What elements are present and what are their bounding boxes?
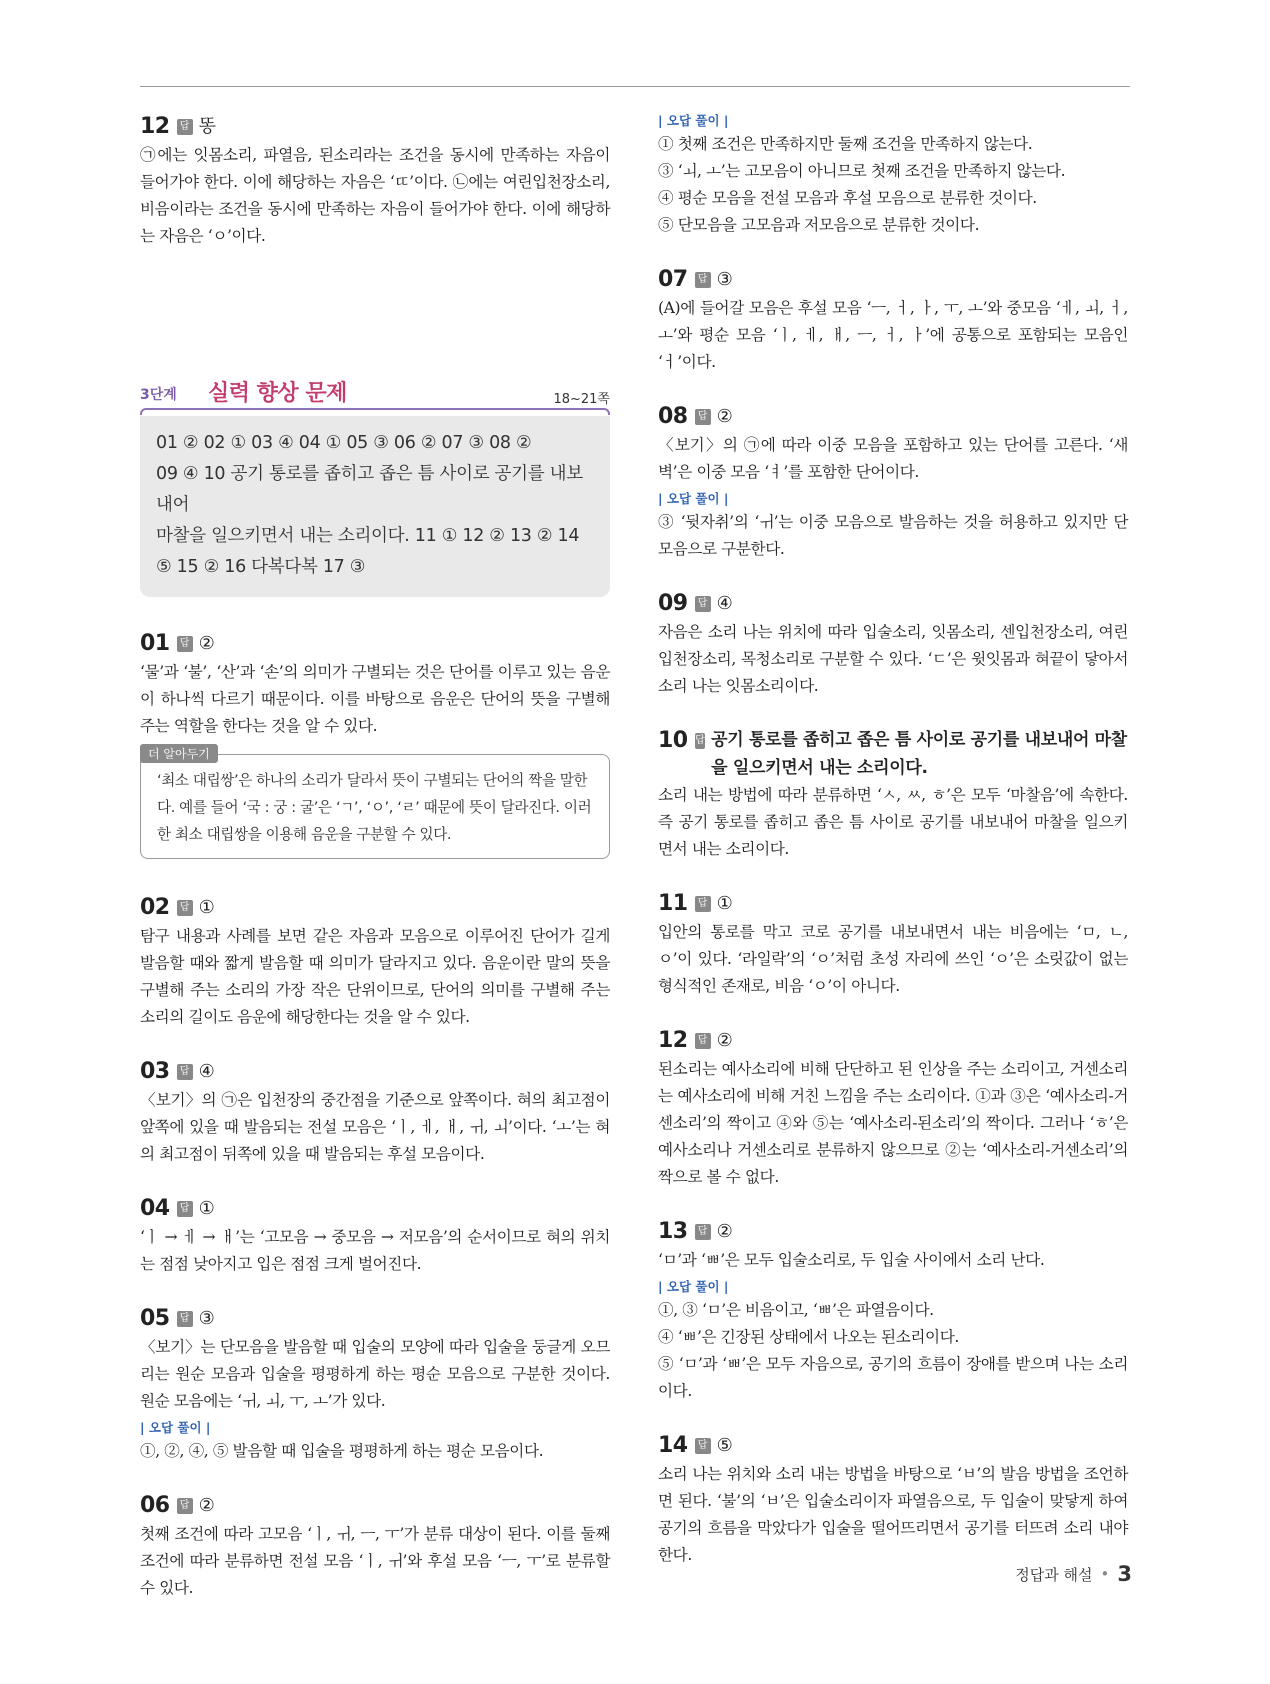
top-rule <box>140 86 1130 87</box>
stage-pages: 18~21쪽 <box>553 392 610 407</box>
answer-value: 공기 통로를 좁히고 좁은 틈 사이로 공기를 내보내어 마찰을 일으키면서 내는 소리이다. <box>711 730 1127 778</box>
stage-label: 3단계 <box>140 387 177 403</box>
explanation: ㉠에는 잇몸소리, 파열음, 된소리라는 조건을 동시에 만족하는 자음이 들어가야 한다. 이에 해당하는 자음은 ‘ㄸ’이다. ㉡에는 여린입천장소리, 비음이라는 조건을 동시에 만족하는 자음이 들어가야 한다. 이에 해당하는 자음은 ‘ㅇ’이다. <box>140 146 610 245</box>
question-06-wrong-answers <box>658 112 1128 239</box>
question-number: 13 <box>658 1219 688 1244</box>
question-08 <box>658 402 1128 563</box>
answer-value: ② <box>198 1495 215 1516</box>
answer-badge: 답 <box>695 1438 711 1454</box>
answer-value: ③ <box>198 1308 215 1329</box>
question-number: 03 <box>140 1059 170 1084</box>
question-07 <box>658 265 1128 376</box>
explanation: (A)에 들어갈 모음은 후설 모음 ‘ㅡ, ㅓ, ㅏ, ㅜ, ㅗ’와 중모음 ‘ㅔ, ㅚ, ㅓ, ㅗ’와 평순 모음 ‘ㅣ, ㅔ, ㅐ, ㅡ, ㅓ, ㅏ’에 공통으로 포함되는 모음인 ‘ㅓ’이다. <box>658 299 1128 371</box>
footer-label: 정답과 해설 <box>1015 1565 1093 1584</box>
explanation: 자음은 소리 나는 위치에 따라 입술소리, 잇몸소리, 센입천장소리, 여린입천장소리, 목청소리로 구분할 수 있다. ‘ㄷ’은 윗잇몸과 혀끝이 닿아서 소리 나는 잇몸소리이다. <box>658 623 1128 695</box>
stage-line <box>140 408 610 415</box>
question-12-right <box>658 1026 1128 1191</box>
question-04 <box>140 1194 610 1278</box>
wrong-answer-label: | 오답 풀이 | <box>658 113 729 128</box>
answer-value: ① <box>198 897 215 918</box>
explanation: 탐구 내용과 사례를 보면 같은 자음과 모음으로 이루어진 단어가 길게 발음할 때와 짧게 발음할 때 의미가 달라지고 있다. 음운이란 말의 뜻을 구별해 주는 소리의 가장 작은 단위이므로, 단어의 의미를 구별해 주는 소리의 길이도 음운에 해당한다는 것을 알 수 있다. <box>140 927 610 1026</box>
wrong-answer-line: ①, ③ ‘ㅁ’은 비음이고, ‘ㅃ’은 파열음이다. <box>658 1301 934 1319</box>
explanation: ‘ㅣ → ㅔ → ㅐ’는 ‘고모음 → 중모음 → 저모음’의 순서이므로 혀의 위치는 점점 낮아지고 입은 점점 크게 벌어진다. <box>140 1228 610 1273</box>
answer-value: 똥 <box>198 116 217 137</box>
answer-badge: 답 <box>177 1498 193 1514</box>
question-number: 12 <box>658 1028 688 1053</box>
answer-line-4: ⑤ 15 ② 16 다복다복 17 ③ <box>156 557 366 577</box>
question-06 <box>140 1491 610 1602</box>
answer-value: ② <box>716 1221 733 1242</box>
info-text: ‘최소 대립쌍’은 하나의 소리가 달라서 뜻이 구별되는 단어의 짝을 말한다. 예를 들어 ‘국 : 궁 : 굴’은 ‘ㄱ’, ‘ㅇ’, ‘ㄹ’ 때문에 뜻이 달라진다. 이러한 최소 대립쌍을 이용해 음운을 구분할 수 있다. <box>157 772 592 843</box>
answer-badge: 답 <box>177 1064 193 1080</box>
answer-value: ⑤ <box>716 1435 733 1456</box>
question-number: 08 <box>658 404 688 429</box>
answer-badge: 답 <box>695 1224 711 1240</box>
question-number: 11 <box>658 891 688 916</box>
question-13 <box>658 1217 1128 1405</box>
explanation: 입안의 통로를 막고 코로 공기를 내보내면서 내는 비음에는 ‘ㅁ, ㄴ, ㅇ’이 있다. ‘라일락’의 ‘ㅇ’처럼 초성 자리에 쓰인 ‘ㅇ’은 소릿값이 없는 형식적인 존재로, 비음 ‘ㅇ’이 아니다. <box>658 923 1128 995</box>
question-09 <box>658 589 1128 700</box>
wrong-answer-line: ① 첫째 조건은 만족하지만 둘째 조건을 만족하지 않는다. <box>658 135 1033 153</box>
wrong-answer-text: ①, ②, ④, ⑤ 발음할 때 입술을 평평하게 하는 평순 모음이다. <box>140 1442 544 1460</box>
question-number: 05 <box>140 1306 170 1331</box>
answer-badge: 답 <box>177 1311 193 1327</box>
explanation: 첫째 조건에 따라 고모음 ‘ㅣ, ㅟ, ㅡ, ㅜ’가 분류 대상이 된다. 이를 둘째 조건에 따라 분류하면 전설 모음 ‘ㅣ, ㅟ’와 후설 모음 ‘ㅡ, ㅜ’로 분류할 수 있다. <box>140 1525 610 1597</box>
question-14 <box>658 1431 1128 1569</box>
stage-title: 실력 향상 문제 <box>208 381 347 406</box>
wrong-answer-line: ④ 평순 모음을 전설 모음과 후설 모음으로 분류한 것이다. <box>658 189 1037 207</box>
answer-value: ① <box>716 893 733 914</box>
question-number: 06 <box>140 1493 170 1518</box>
question-01 <box>140 629 610 859</box>
question-number: 14 <box>658 1433 688 1458</box>
question-number: 04 <box>140 1196 170 1221</box>
explanation: 된소리는 예사소리에 비해 단단하고 된 인상을 주는 소리이고, 거센소리는 예사소리에 비해 거친 느낌을 주는 소리이다. ①과 ③은 ‘예사소리-거센소리’의 짝이고 ④와 ⑤는 ‘예사소리-된소리’의 짝이다. 그러나 ‘ㅎ’은 예사소리나 거센소리로 분류하지 않으므로 ②는 ‘예사소리-거센소리’의 짝으로 볼 수 없다. <box>658 1060 1128 1186</box>
answer-line-3: 마찰을 일으키면서 내는 소리이다. 11 ① 12 ② 13 ② 14 <box>156 526 580 546</box>
answer-badge: 답 <box>695 733 706 749</box>
answer-value: ④ <box>198 1061 215 1082</box>
answer-line-1: 01 ② 02 ① 03 ④ 04 ① 05 ③ 06 ② 07 ③ 08 ② <box>156 433 532 453</box>
question-number: 10 <box>658 728 688 753</box>
info-box <box>140 747 610 859</box>
explanation: 소리 내는 방법에 따라 분류하면 ‘ㅅ, ㅆ, ㅎ’은 모두 ‘마찰음’에 속한다. 즉 공기 통로를 좁히고 좁은 틈 사이로 공기를 내보내어 마찰을 일으키면서 내는 소리이다. <box>658 786 1128 858</box>
page-footer <box>1015 1562 1132 1586</box>
page-number: 3 <box>1117 1562 1132 1586</box>
question-02 <box>140 893 610 1031</box>
question-number: 02 <box>140 895 170 920</box>
wrong-answer-line: ⑤ 단모음을 고모음과 저모음으로 분류한 것이다. <box>658 216 980 234</box>
answer-badge: 답 <box>695 896 711 912</box>
right-column <box>658 112 1128 1595</box>
answer-badge: 답 <box>695 272 711 288</box>
question-12-left <box>140 112 610 250</box>
wrong-answer-label: | 오답 풀이 | <box>658 491 729 506</box>
question-11 <box>658 889 1128 1000</box>
answer-value: ② <box>716 406 733 427</box>
answer-summary-box <box>140 416 610 597</box>
answer-value: ③ <box>716 269 733 290</box>
question-number: 12 <box>140 114 170 139</box>
answer-badge: 답 <box>695 1033 711 1049</box>
stage-header <box>140 376 610 416</box>
wrong-answer-text: ③ ‘뒷자취’의 ‘ㅟ’는 이중 모음으로 발음하는 것을 허용하고 있지만 단모음으로 구분한다. <box>658 513 1128 558</box>
explanation: 〈보기〉의 ㉠에 따라 이중 모음을 포함하고 있는 단어를 고른다. ‘새벽’은 이중 모음 ‘ㅕ’를 포함한 단어이다. <box>658 436 1128 481</box>
wrong-answer-line: ⑤ ‘ㅁ’과 ‘ㅃ’은 모두 자음으로, 공기의 흐름이 장애를 받으며 나는 소리이다. <box>658 1355 1128 1400</box>
left-column <box>140 112 610 1628</box>
answer-badge: 답 <box>177 900 193 916</box>
question-number: 01 <box>140 631 170 656</box>
answer-badge: 답 <box>695 596 711 612</box>
question-05 <box>140 1304 610 1465</box>
answer-value: ② <box>716 1030 733 1051</box>
wrong-answer-line: ④ ‘ㅃ’은 긴장된 상태에서 나오는 된소리이다. <box>658 1328 959 1346</box>
question-10 <box>658 726 1128 863</box>
wrong-answer-label: | 오답 풀이 | <box>658 1279 729 1294</box>
question-number: 07 <box>658 267 688 292</box>
explanation: ‘물’과 ‘불’, ‘산’과 ‘손’의 의미가 구별되는 것은 단어를 이루고 있는 음운이 하나씩 다르기 때문이다. 이를 바탕으로 음운은 단어의 뜻을 구별해 주는 역할을 한다는 것을 알 수 있다. <box>140 663 610 735</box>
explanation: ‘ㅁ’과 ‘ㅃ’은 모두 입술소리로, 두 입술 사이에서 소리 난다. <box>658 1251 1045 1269</box>
info-tag: 더 알아두기 <box>140 744 218 763</box>
wrong-answer-line: ③ ‘ㅚ, ㅗ’는 고모음이 아니므로 첫째 조건을 만족하지 않는다. <box>658 162 1066 180</box>
explanation: 〈보기〉의 ㉠은 입천장의 중간점을 기준으로 앞쪽이다. 혀의 최고점이 앞쪽에 있을 때 발음되는 전설 모음은 ‘ㅣ, ㅔ, ㅐ, ㅟ, ㅚ’이다. ‘ㅗ’는 혀의 최고점이 뒤쪽에 있을 때 발음되는 후설 모음이다. <box>140 1091 610 1163</box>
answer-value: ① <box>198 1198 215 1219</box>
answer-badge: 답 <box>695 409 711 425</box>
answer-line-2: 09 ④ 10 공기 통로를 좁히고 좁은 틈 사이로 공기를 내보내어 <box>156 464 583 515</box>
answer-badge: 답 <box>177 636 193 652</box>
answer-badge: 답 <box>177 119 193 135</box>
explanation: 〈보기〉는 단모음을 발음할 때 입술의 모양에 따라 입술을 둥글게 오므리는 원순 모음과 입술을 평평하게 하는 평순 모음으로 구분한 것이다. 원순 모음에는 ‘ㅟ, ㅚ, ㅜ, ㅗ’가 있다. <box>140 1338 610 1410</box>
answer-value: ④ <box>716 593 733 614</box>
footer-dot: • <box>1100 1565 1110 1583</box>
question-03 <box>140 1057 610 1168</box>
explanation: 소리 나는 위치와 소리 내는 방법을 바탕으로 ‘ㅂ’의 발음 방법을 조언하면 된다. ‘불’의 ‘ㅂ’은 입술소리이자 파열음으로, 두 입술이 맞닿게 하여 공기의 흐름을 막았다가 입술을 떨어뜨리면서 공기를 터뜨려 소리 내야 한다. <box>658 1465 1128 1564</box>
question-number: 09 <box>658 591 688 616</box>
wrong-answer-label: | 오답 풀이 | <box>140 1420 211 1435</box>
answer-value: ② <box>198 633 215 654</box>
answer-badge: 답 <box>177 1201 193 1217</box>
